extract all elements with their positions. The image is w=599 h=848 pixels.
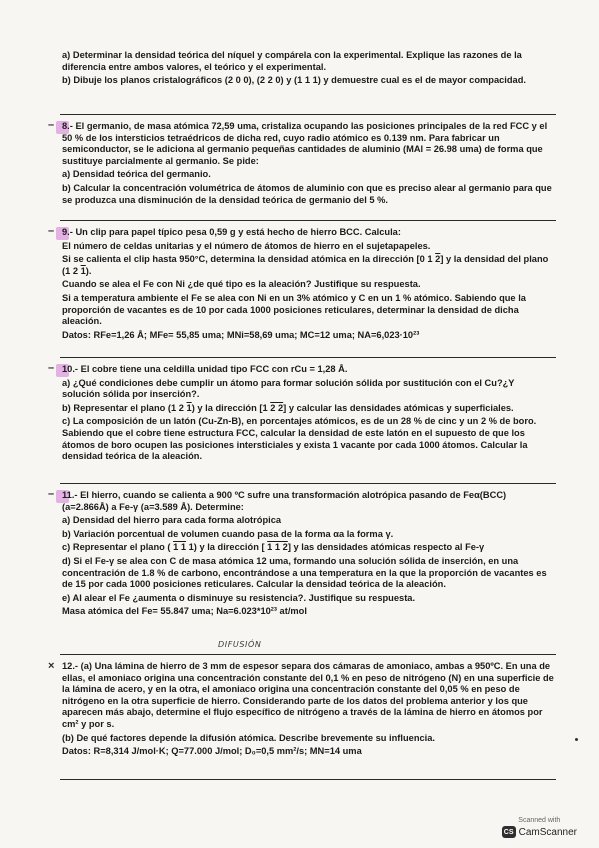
problem-8	[62, 121, 554, 208]
problem-12-text: (a) Una lámina de hierro de 3 mm de espesor separa dos cámaras de amoniaco, ambas a 950ºC. En una de ellas, el amoniaco origina una concentración constante del 0,1 % en peso de nitrógeno (N) en una superficie de la lámina de acero, y en la otra, el amoniaco origina una concentración constante del 0,05 % en peso de nitrógeno en la otra superficie de hierro. Considerando parte de los datos del problema anterior y los que aparecen más abajo, determine el flujo específico de nitrógeno a través de la lámina de hierro en átomos por cm² y por s.	[62, 661, 554, 729]
problem-11	[62, 490, 554, 620]
problem-11-item-c: c) Representar el plano ( 1 1 1) y la dirección [ 1 1 2] y las densidades atómicas respecto al Fe-γ	[62, 542, 485, 553]
problem-11-text: El hierro, cuando se calienta a 900 ºC sufre una transformación alotrópica pasando de Feα(BCC) (a=2.866Å) a Fe-γ (a=3.589 Å). Determine:	[62, 490, 507, 512]
problem-9-line-4: Si a temperatura ambiente el Fe se alea con Ni en un 3% atómico y C en un 1 % atómico. Sabiendo que la proporción de vacantes es de 10 por cada 1000 posiciones reticulares, determinar la densidad de dicha aleación.	[62, 292, 526, 327]
intro-item-a: a) Determinar la densidad teórica del níquel y compárela con la experimental. Explique las razones de la diferencia entre ambos valores, el teórico y el experimental.	[62, 50, 522, 72]
problem-11-item-d: d) Si el Fe-γ se alea con C de masa atómica 12 uma, formando una solución sólida de inserción, en una concentración de 1.8 % de carbono, encontrándose a una temperatura en la que la proporción de vacantes es de 15 por cada 1000 posiciones reticulares. Calcular la densidad teórica de la aleación.	[62, 555, 547, 590]
problem-12-statement	[62, 661, 554, 731]
problem-10-number: 10.-	[62, 364, 79, 374]
margin-mark: –	[48, 119, 55, 131]
problem-11-item-a: a) Densidad del hierro para cada forma alotrópica	[62, 515, 282, 526]
problem-8-statement	[62, 121, 554, 167]
problem-10-item-c: c) La composición de un latón (Cu-Zn-B), en porcentajes atómicos, es de un 28 % de cinc y un 2 % de boro. Sabiendo que el cobre tiene estructura FCC, calcular la densidad de este latón en el supuesto de que los átomos de boro ocupen las posiciones intersticiales y exista 1 vacante por cada 1000 átomos. Calcular la densidad teórica de la aleación.	[62, 416, 537, 462]
problem-11-data: Masa atómica del Fe= 55.847 uma; Na=6.023*10²³ at/mol	[62, 606, 307, 617]
problem-11-item-e: e) Al alear el Fe ¿aumenta o disminuye su resistencia?. Justifique su respuesta.	[62, 592, 416, 603]
problem-12-number: 12.-	[62, 661, 79, 671]
problem-9-line-1: El número de celdas unitarias y el número de átomos de hierro en el sujetapapeles.	[62, 240, 431, 251]
margin-mark: –	[48, 488, 55, 500]
problem-8-text: El germanio, de masa atómica 72,59 uma, cristaliza ocupando las posiciones principales de la red FCC y el 50 % de los intersticios tetraédricos de dicha red, cuyo radio atómico es 0.139 nm. Para fabricar un semiconductor, se le adiciona al germanio pequeñas cantidades de aluminio (MAl = 26.98 uma) de forma que sustituye parcialmente al germanio. Se pide:	[62, 121, 548, 166]
problem-10-item-a: a) ¿Qué condiciones debe cumplir un átomo para formar solución sólida por sustitución con el Cu?¿Y solución sólida por inserción?.	[62, 377, 515, 400]
problem-9-statement	[62, 227, 554, 239]
problem-10-item-b: b) Representar el plano (1 2 1) y la dirección [1 2 2] y calcular las densidades atómicas y superficiales.	[62, 402, 514, 413]
problem-9-number: 9.-	[62, 227, 73, 237]
margin-mark: –	[48, 225, 55, 237]
problem-8-item-a: a) Densidad teórica del germanio.	[62, 169, 211, 180]
problem-11-item-b: b) Variación porcentual de volumen cuando pasa de la forma αa la forma γ.	[62, 528, 394, 539]
problem-9-text: Un clip para papel típico pesa 0,59 g y está hecho de hierro BCC. Calcula:	[75, 227, 401, 237]
scanner-brand: CamScanner	[518, 826, 577, 838]
scanner-label: Scanned with	[518, 817, 561, 824]
problem-9-line-2: Si se calienta el clip hasta 950°C, determina la densidad atómica en la dirección [0 1 2] y la densidad del plano (1 2 1).	[62, 254, 549, 276]
problem-10-text: El cobre tiene una celdilla unidad tipo FCC con rCu = 1,28 Å.	[80, 364, 348, 374]
problem-9-line-3: Cuando se alea el Fe con Ni ¿de qué tipo es la aleación? Justifique su respuesta.	[62, 279, 421, 290]
margin-mark: –	[48, 362, 55, 374]
divider	[60, 114, 556, 115]
intro-item-b: b) Dibuje los planos cristalográficos (2 0 0), (2 2 0) y (1 1 1) y demuestre cual es el de mayor compacidad.	[62, 75, 526, 86]
divider	[60, 357, 556, 358]
problem-8-number: 8.-	[62, 121, 73, 131]
problem-12	[62, 661, 554, 760]
problem-9	[62, 227, 554, 343]
problem-9-data: Datos: RFe=1,26 Å; MFe= 55,85 uma; MNi=58,69 uma; MC=12 uma; NA=6,023·10²³	[62, 329, 420, 340]
camscanner-icon: CS	[502, 826, 516, 838]
handwritten-annotation: DIFUSIÓN	[218, 640, 262, 649]
scanner-watermark	[502, 817, 577, 838]
divider	[60, 779, 556, 780]
problem-8-item-b: b) Calcular la concentración volumétrica de átomos de aluminio con que es preciso alear al germanio para que se produzca una disminución de la densidad teórica de germanio del 5 %.	[62, 182, 552, 205]
divider	[60, 654, 556, 655]
intro-section	[62, 50, 554, 89]
problem-10-statement	[62, 364, 554, 376]
problem-10	[62, 364, 554, 465]
ink-dot	[575, 738, 578, 741]
problem-11-number: 11.-	[62, 490, 78, 500]
problem-12-data: Datos: R=8,314 J/mol·K; Q=77.000 J/mol; D₀=0,5 mm²/s; MN=14 uma	[62, 746, 362, 757]
scanner-logo	[502, 826, 577, 838]
divider	[60, 483, 556, 484]
problem-11-statement	[62, 490, 554, 513]
divider	[60, 220, 556, 221]
margin-mark: ×	[48, 660, 55, 672]
problem-12-item-b: (b) De qué factores depende la difusión atómica. Describe brevemente su influencia.	[62, 732, 436, 743]
